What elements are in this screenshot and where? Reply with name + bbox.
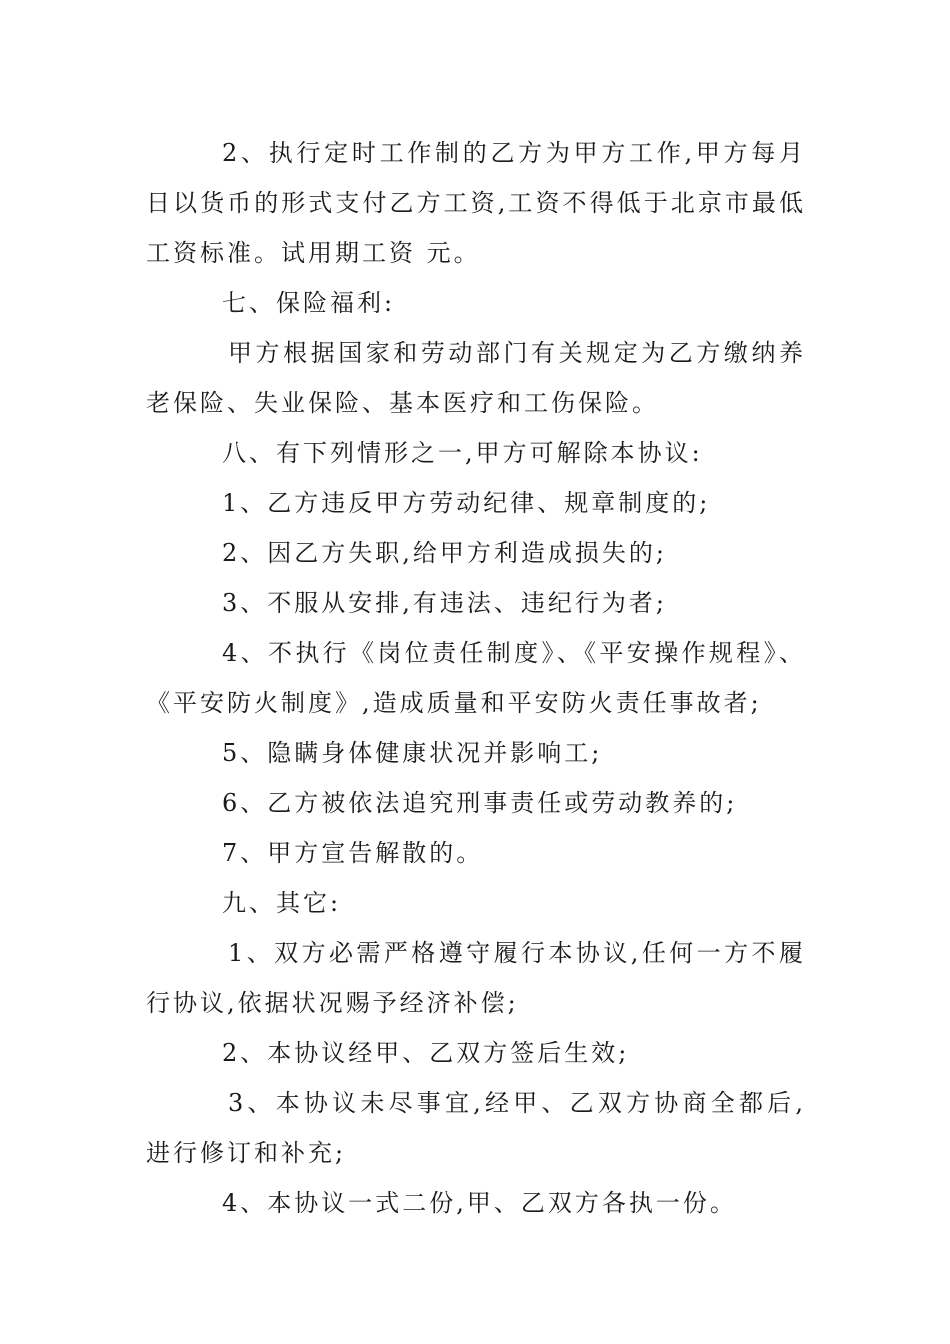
termination-item-6: 6、乙方被依法追究刑事责任或劳动教养的; [222,789,738,817]
termination-item-7: 7、甲方宣告解散的。 [222,839,484,867]
other-item-1: 1、双方必需严格遵守履行本协议,任何一方不履行协议,依据状况赐予经济补偿; [146,939,806,1017]
document-body [146,128,806,1228]
termination-item-4: 4、不执行《岗位责任制度》、《平安操作规程》、《平安防火制度》,造成质量和平安防火责任事故者; [146,639,806,717]
section-heading-termination: 八、有下列情形之一,甲方可解除本协议: [222,439,703,467]
clause-insurance: 甲方根据国家和劳动部门有关规定为乙方缴纳养老保险、失业保险、基本医疗和工伤保险。 [146,339,806,417]
termination-item-1: 1、乙方违反甲方劳动纪律、规章制度的; [222,489,711,517]
other-item-4: 4、本协议一式二份,甲、乙双方各执一份。 [222,1189,737,1217]
other-item-2: 2、本协议经甲、乙双方签后生效; [222,1039,630,1067]
termination-item-3: 3、不服从安排,有违法、违纪行为者; [222,589,667,617]
section-heading-other: 九、其它: [222,889,342,917]
termination-item-2: 2、因乙方失职,给甲方利造成损失的; [222,539,667,567]
other-item-3: 3、本协议未尽事宜,经甲、乙双方协商全都后,进行修订和补充; [146,1089,806,1167]
section-heading-insurance: 七、保险福利: [222,289,396,317]
clause-wage-payment: 2、执行定时工作制的乙方为甲方工作,甲方每月 日以货币的形式支付乙方工资,工资不得低于北京市最低工资标准。试用期工资 元。 [146,139,806,267]
termination-item-5: 5、隐瞒身体健康状况并影响工; [222,739,603,767]
